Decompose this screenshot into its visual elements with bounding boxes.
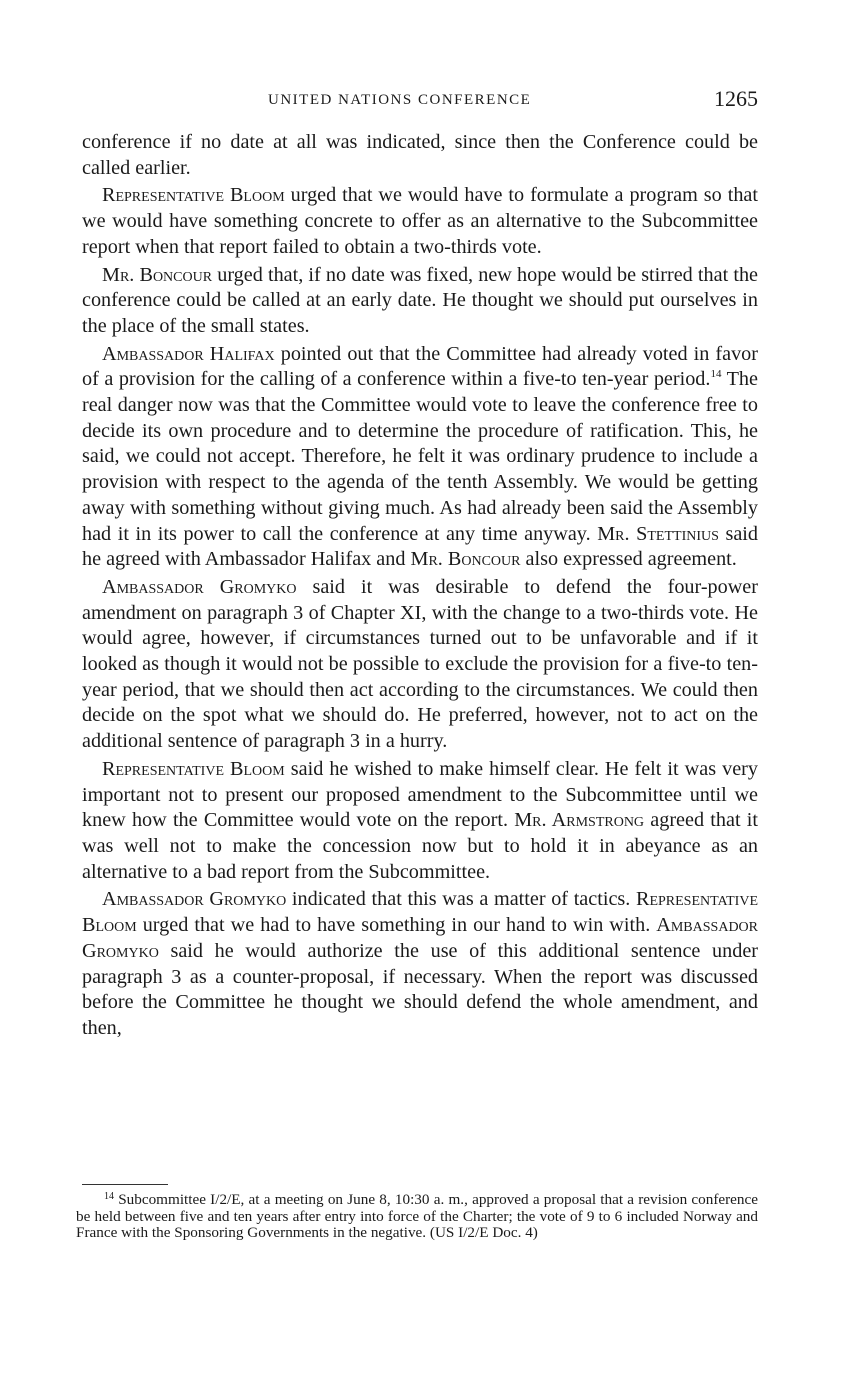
paragraph-text: agreed that it was well not to make the concession now but to hold it in abeyance as an alternative to a bad report from the Subcommittee.	[82, 809, 759, 883]
paragraph-gromyko-1	[82, 575, 758, 755]
speaker-name: Representative Bloom	[102, 757, 285, 780]
paragraph-continuation	[82, 130, 758, 181]
speaker-name: Mr. Armstrong	[514, 809, 645, 832]
speaker-name: Ambassador Gromyko	[102, 575, 297, 598]
paragraph-text: said he wished to make himself clear. He felt it was very important not to present our proposed amendment to the Subcommittee until we knew how the Committee would vote on the report.	[82, 757, 758, 832]
speaker-name: Ambassador Gromyko	[102, 888, 287, 911]
speaker-name: Mr. Boncour	[102, 263, 213, 286]
footnote-divider	[82, 1184, 168, 1185]
speaker-name: Representative Bloom	[102, 184, 285, 207]
paragraph-text: conference if no date at all was indicated, since then the Conference could be called earlier.	[82, 131, 758, 179]
page-header	[82, 86, 758, 116]
speaker-name: Mr. Boncour	[410, 548, 521, 571]
page-number: 1265	[714, 86, 758, 111]
speaker-name: Ambassador Gromyko	[82, 914, 758, 962]
paragraph-text: pointed out that the Committee had already voted in favor of a provision for the calling of a conference within a five-to ten-year period.	[82, 342, 758, 391]
paragraph-text: urged that we would have to formulate a program so that we would have something concrete to offer as an alternative to the Subcommittee report when that report failed to obtain a two-thirds vote.	[82, 184, 758, 258]
speaker-name: Ambassador Halifax	[102, 342, 275, 365]
footnote-text: Subcommittee I/2/E, at a meeting on June 8, 10:30 a. m., approved a proposal that a revision conference be held between five and ten years after entry into force of the Charter; the vote of 9 to 6 included Norway and France with the Sponsoring Governments in the negative. (US I/2/E Doc. 4)	[76, 1191, 758, 1241]
paragraph-bloom-1	[82, 183, 758, 260]
paragraph-halifax	[82, 342, 758, 573]
running-title: UNITED NATIONS CONFERENCE	[268, 92, 532, 108]
speaker-name: Mr. Stettinius	[597, 522, 719, 545]
paragraph-text: urged that we had to have something in our hand to win with.	[136, 914, 657, 937]
paragraph-text: said he would authorize the use of this additional sentence under paragraph 3 as a counter-proposal, if necessary. When the report was discussed before the Committee he thought we should defend the whole amendment, and then,	[82, 939, 758, 1039]
footnote-reference[interactable]: 14	[710, 368, 722, 381]
paragraph-boncour	[82, 263, 758, 340]
paragraph-text: also expressed agreement.	[520, 548, 737, 571]
paragraph-bloom-2	[82, 757, 758, 886]
paragraph-text: indicated that this was a matter of tactics.	[286, 888, 636, 911]
footnote	[76, 1192, 758, 1242]
paragraph-text: said it was desirable to defend the four-power amendment on paragraph 3 of Chapter XI, with the change to a two-thirds vote. He would agree, however, if circumstances turned out to be unfavorable and if it looked as though it would not be possible to exclude the provision for a five-to ten-year period, that we should then act according to the circumstances. We could then decide on the spot what we should do. He preferred, however, not to act on the additional sentence of paragraph 3 in a hurry.	[82, 575, 758, 753]
paragraph-text: said he agreed with Ambassador Halifax and	[82, 522, 759, 571]
body-text	[82, 130, 758, 1044]
speaker-name: Representative Bloom	[82, 888, 758, 937]
paragraph-text: urged that, if no date was fixed, new hope would be stirred that the conference could be called at an early date. He thought we should put ourselves in the place of the small states.	[82, 263, 759, 337]
paragraph-text: The real danger now was that the Committee would vote to leave the conference free to decide its own procedure and to determine the procedure of ratification. This, he said, we could not accept. Therefore, he felt it was ordinary prudence to include a provision with respect to the agenda of the tenth Assembly. We would be getting away with something without giving much. As had already been said the Assembly had it in its power to call the conference at any time anyway.	[82, 368, 758, 545]
paragraph-gromyko-2	[82, 887, 758, 1041]
footnote-number: 14	[104, 1191, 114, 1202]
footnote-paragraph	[76, 1192, 758, 1242]
